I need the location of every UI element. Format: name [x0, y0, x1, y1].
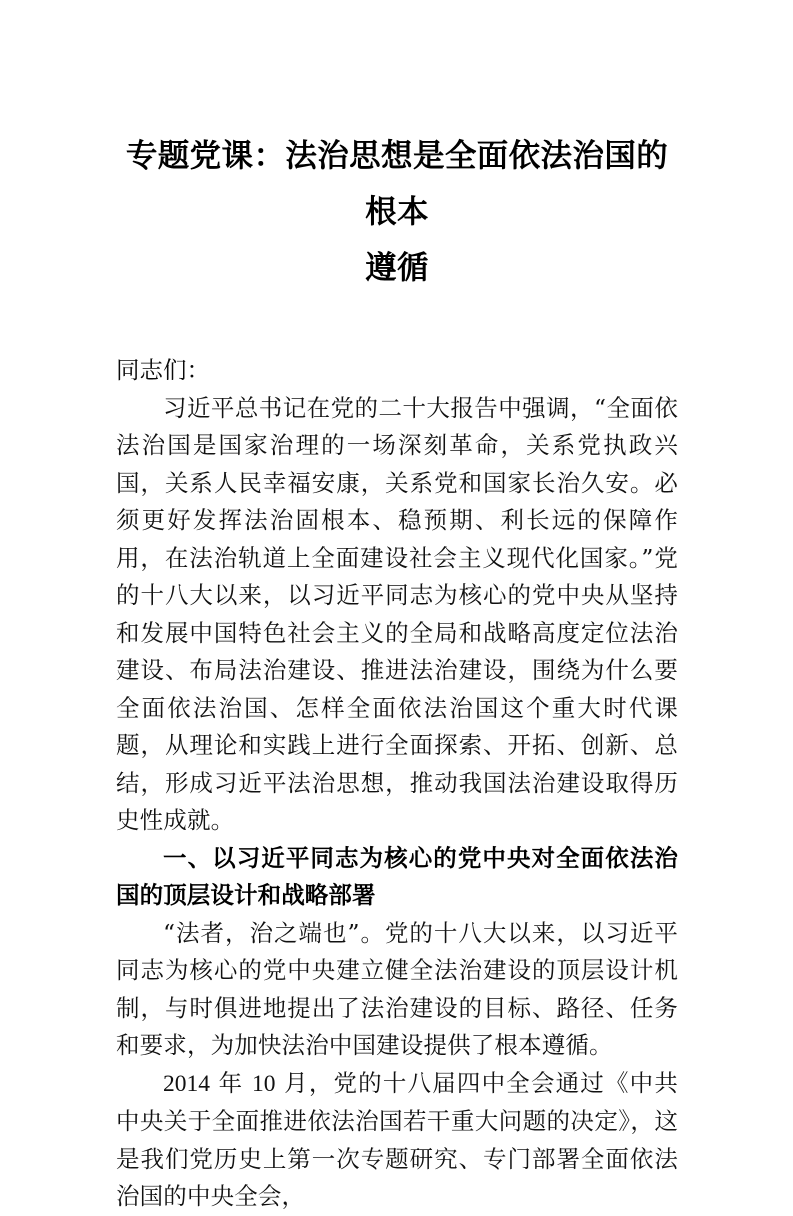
- paragraph-intro: 习近平总书记在党的二十大报告中强调，“全面依法治国是国家治理的一场深刻革命，关系党执政兴国，关系人民幸福安康，关系党和国家长治久安。必须更好发挥法治固根本、稳预期、利长远的保障作用，在法治轨道上全面建设社会主义现代化国家。”党的十八大以来，以习近平同志为核心的党中央从坚持和发展中国特色社会主义的全局和战略高度定位法治建设、布局法治建设、推进法治建设，围绕为什么要全面依法治国、怎样全面依法治国这个重大时代课题，从理论和实践上进行全面探索、开拓、创新、总结，形成习近平法治思想，推动我国法治建设取得历史性成就。: [116, 393, 678, 834]
- paragraph-body-2: [116, 1065, 678, 1216]
- page-title-line-2: 遵循: [365, 250, 429, 285]
- year-2014: 2014: [163, 1070, 210, 1097]
- year-suffix: 年: [210, 1068, 252, 1097]
- month-10: 10: [251, 1070, 276, 1097]
- paragraph-body-1: “法者，治之端也”。党的十八大以来，以习近平同志为核心的党中央建立健全法治建设的顶层设计机制，与时俱进地提出了法治建设的目标、路径、任务和要求，为加快法治中国建设提供了根本遵循。: [116, 918, 678, 1059]
- salutation: 同志们：: [116, 356, 210, 384]
- section-heading-1: 一、以习近平同志为核心的党中央对全面依法治国的顶层设计和战略部署: [116, 843, 678, 909]
- paragraph-body-2-rest: 月，党的十八届四中全会通过《中共中央关于全面推进依法治国若干重大问题的决定》，这是我们党历史上第一次专题研究、专门部署全面依法治国的中央全会，: [116, 1068, 678, 1210]
- page-title: [116, 0, 678, 296]
- page-title-line-1: 专题党课：法治思想是全面依法治国的根本: [125, 138, 669, 229]
